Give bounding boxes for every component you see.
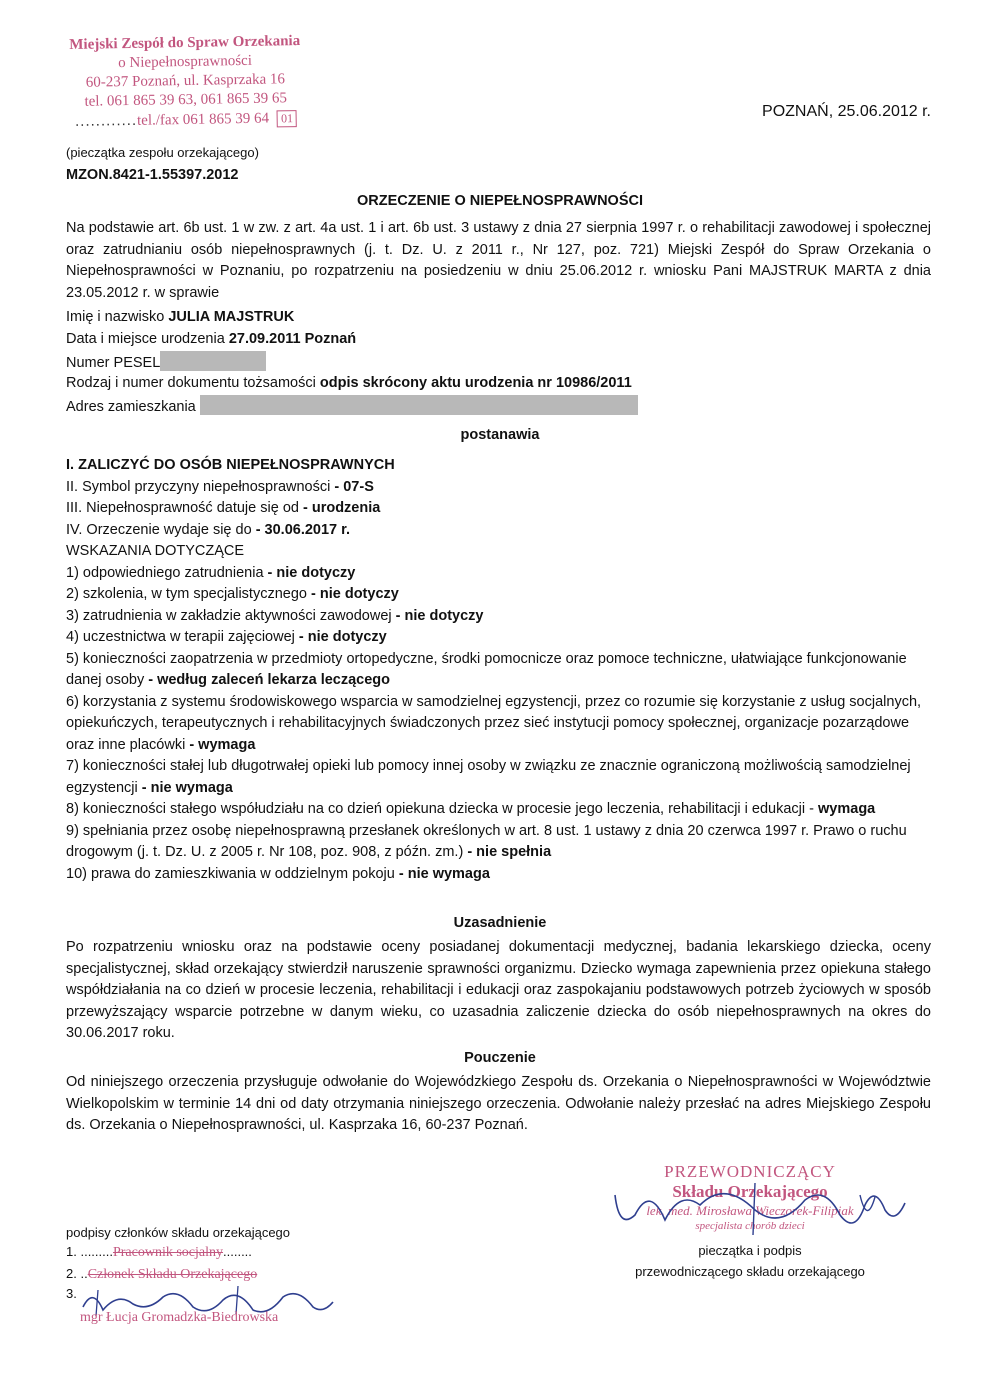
stamp-line: 60-237 Poznań, ul. Kasprzaka 16 — [85, 71, 286, 91]
indication-value: - nie wymaga — [398, 865, 490, 882]
stamp-line: Miejski Zespół do Spraw Orzekania — [69, 32, 301, 54]
indication-text: 3) zatrudnienia w zakładzie aktywności zawodowej — [66, 607, 392, 624]
member-stamp: Pracownik socjalny — [112, 1245, 224, 1260]
indications-heading: WSKAZANIA DOTYCZĄCE — [66, 543, 245, 559]
pesel-row — [66, 351, 266, 375]
decision-list — [66, 455, 936, 885]
address-redaction — [200, 395, 638, 415]
instruction-text: Od niniejszego orzeczenia przysługuje odwołanie do Wojewódzkiego Zespołu ds. Orzekania o Niepełnosprawności w Województwie Wielkopolskim w terminie 14 dni od daty otrzymania niniejszego orzeczenia. Odwołanie należy przesłać na adres Miejskiego Zespołu ds. Orzekania o Niepełnosprawności, ul. Kasprzaka 16, 60-237 Poznań. — [66, 1074, 931, 1133]
intro-paragraph: Na podstawie art. 6b ust. 1 w zw. z art. 4a ust. 1 i art. 6b ust. 3 ustawy z dnia 27 sierpnia 1997 r. o rehabilitacji zawodowej i społecznej oraz zatrudnianiu osób niepełnosprawnych (j. t. Dz. U. z 2011 r., Nr 127, poz. 721) Miejski Zespół do Spraw Orzekania o Niepełnosprawności w Poznaniu, po rozpatrzeniu na posiedzeniu w dniu 25.06.2012 r. wniosku Pani MAJSTRUK MARTA z dnia 23.05.2012 r. w sprawie — [66, 220, 931, 301]
justification-heading: Uzasadnienie — [453, 915, 547, 931]
decision-value: - urodzenia — [302, 500, 381, 516]
place-date: POZNAŃ, 25.06.2012 r. — [762, 103, 931, 120]
chairman-stamp-specialty: specjalista chorób dzieci — [695, 1220, 805, 1232]
decision-value: - 30.06.2017 r. — [255, 521, 351, 538]
stamp-line-fax — [71, 108, 302, 132]
indication-value: - nie wymaga — [141, 779, 233, 796]
indication-item — [66, 756, 936, 799]
indication-text: 5) konieczności zaopatrzenia w przedmioty ortopedyczne, środki pomocnicze oraz pomoce techniczne, ułatwiające funkcjonowanie danej osoby — [66, 650, 907, 688]
indication-value: - nie dotyczy — [395, 607, 484, 624]
stamp-line: tel./fax 061 865 39 64 — [136, 110, 270, 129]
indication-text: 2) szkolenia, w tym specjalistycznego — [66, 586, 307, 602]
instruction-heading: Pouczenie — [464, 1050, 536, 1066]
decision-label: II. Symbol przyczyny niepełnosprawności — [66, 478, 331, 495]
document-label: Rodzaj i numer dokumentu tożsamości — [66, 375, 316, 391]
decision-item-2 — [66, 477, 936, 499]
decision-label: IV. Orzeczenie wydaje się do — [66, 521, 252, 538]
case-number: MZON.8421-1.55397.2012 — [66, 167, 239, 183]
birth-label: Data i miejsce urodzenia — [66, 331, 225, 347]
name-value: JULIA MAJSTRUK — [168, 309, 295, 325]
document-title: ORZECZENIE O NIEPEŁNOSPRAWNOŚCI — [357, 193, 643, 209]
chairman-caption-1: pieczątka i podpis — [698, 1243, 802, 1258]
member-number: 2. — [66, 1266, 81, 1281]
chairman-stamp-title: PRZEWODNICZĄCY — [664, 1162, 836, 1181]
indication-value: - według zaleceń lekarza leczącego — [148, 672, 391, 688]
indication-item — [66, 563, 936, 585]
indication-item — [66, 627, 936, 649]
decides-heading: postanawia — [460, 427, 540, 443]
stamp-line: o Niepełnosprawności — [118, 52, 253, 72]
indication-text: 8) konieczności stałego współudziału na co dzień opiekuna dziecka w procesie jego leczenia, rehabilitacji i edukacji - — [66, 801, 814, 817]
member-dots: .. — [80, 1266, 88, 1281]
indication-value: - nie dotyczy — [267, 564, 356, 581]
chairman-stamp-subtitle: Składu Orzekającego — [672, 1182, 828, 1201]
chairman-caption-2: przewodniczącego składu orzekającego — [635, 1264, 865, 1279]
stamp-dots: ............ — [74, 111, 138, 130]
indication-item — [66, 821, 936, 864]
indication-value: - nie spełnia — [467, 844, 552, 860]
member-row-1 — [66, 1244, 252, 1261]
decision-label: III. Niepełnosprawność datuje się od — [66, 500, 299, 516]
indication-text: 10) prawa do zamieszkiwania w oddzielnym pokoju — [66, 865, 395, 882]
indication-text: 1) odpowiedniego zatrudnienia — [66, 564, 264, 581]
chairman-stamp-name: lek. med. Mirosława Wieczorek-Filipiak — [646, 1203, 854, 1218]
indication-item — [66, 649, 936, 692]
decision-item-4 — [66, 520, 936, 542]
address-label: Adres zamieszkania — [66, 399, 196, 415]
member-dots: ......... — [80, 1244, 113, 1259]
indication-text: 4) uczestnictwa w terapii zajęciowej — [66, 629, 295, 645]
justification-text: Po rozpatrzeniu wniosku oraz na podstawie oceny posiadanej dokumentacji medycznej, badania lekarskiego dziecka, oceny specjalistycznej, skład orzekający stwierdził naruszenie sprawności organizmu. Dziecko wymaga zapewnienia przez opiekuna stałego współdziałania na co dzień w procesie leczenia, rehabilitacji i edukacji oraz zaspokajaniu podstawowych potrzeb życiowych w sposób przewyższający wsparcie potrzebne w danym wieku, co uzasadnia zaliczenie dziecka do osób niepełnosprawnych na okres do 30.06.2017 roku. — [66, 939, 931, 1041]
address-row — [66, 395, 638, 419]
decision-item-3 — [66, 498, 936, 520]
stamp-caption: (pieczątka zespołu orzekającego) — [66, 145, 259, 160]
member-row-3 — [66, 1286, 77, 1301]
indication-text: 9) spełniania przez osobę niepełnosprawną przesłanek określonych w art. 8 ust. 1 ustawy z dnia 20 czerwca 1997 r. Prawo o ruchu drogowym (j. t. Dz. U. z 2005 r. Nr 108, poz. 908, z późn. zm.) — [66, 822, 907, 860]
institution-stamp — [69, 32, 301, 132]
chairman-signature — [605, 1175, 925, 1245]
document-row — [66, 373, 632, 395]
birth-value: 27.09.2011 Poznań — [228, 331, 357, 347]
member-row-2 — [66, 1266, 257, 1283]
pesel-redaction — [160, 351, 266, 371]
member-number: 3. — [66, 1286, 77, 1301]
members-heading: podpisy członków składu orzekającego — [66, 1225, 291, 1240]
indication-text: 7) konieczności stałej lub długotrwałej opieki lub pomocy innej osoby w związku ze znacznie ograniczoną możliwością samodzielnej egzystencji — [66, 758, 911, 796]
indication-value: - wymaga — [189, 736, 256, 753]
document-value: odpis skrócony aktu urodzenia nr 10986/2011 — [319, 375, 632, 391]
member-name-stamp: mgr Łucja Gromadzka-Biedrowska — [80, 1310, 279, 1325]
decision-item-1: I. ZALICZYĆ DO OSÓB NIEPEŁNOSPRAWNYCH — [66, 457, 395, 473]
indication-value: - nie dotyczy — [311, 586, 399, 602]
name-row — [66, 307, 294, 329]
indication-item — [66, 584, 936, 606]
pesel-label: Numer PESEL — [66, 355, 161, 371]
indication-item — [66, 864, 936, 886]
indication-value: - nie dotyczy — [298, 629, 387, 645]
indication-text: 6) korzystania z systemu środowiskowego wsparcia w samodzielnej egzystencji, przez co rozumie się korzystanie z usług socjalnych, opiekuńczych, terapeutycznych i rehabilitacyjnych świadczonych przez sieć instytucji pomocy społecznej, organizacje pozarządowe oraz inne placówki — [66, 693, 922, 753]
birth-row — [66, 329, 356, 351]
indication-item — [66, 692, 936, 757]
indication-item — [66, 799, 936, 821]
member-dots: ........ — [223, 1244, 252, 1259]
member-stamp: Członek Składu Orzekającego — [87, 1267, 258, 1282]
decision-value: - 07-S — [334, 478, 374, 495]
stamp-line: tel. 061 865 39 63, 061 865 39 65 — [84, 90, 288, 110]
indication-value: wymaga — [818, 801, 876, 817]
name-label: Imię i nazwisko — [66, 309, 165, 325]
indication-item — [66, 606, 936, 628]
stamp-box: 01 — [277, 110, 297, 127]
member-number: 1. — [66, 1244, 81, 1259]
